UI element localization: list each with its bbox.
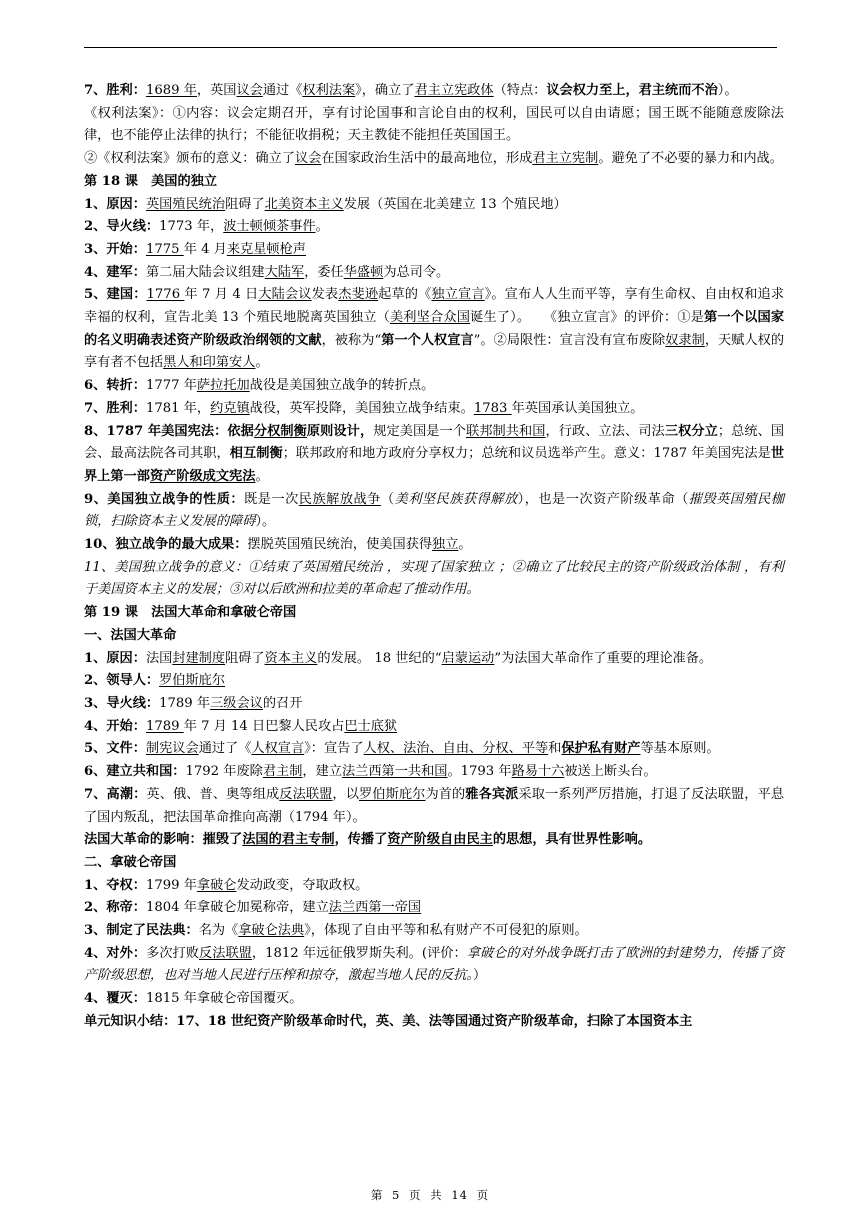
text-run: 和 (548, 741, 562, 757)
text-run: 通过《 (262, 83, 303, 98)
text-run: 路易十六 (511, 764, 565, 780)
text-run: 6、建立共和国： (84, 764, 186, 780)
text-run: 1815 年拿破仑帝国覆灭。 (145, 991, 303, 1007)
text-run: 2、称帝： (84, 900, 146, 916)
text-run: 三权分立 (664, 423, 718, 439)
text-run: 4、开始： (84, 718, 146, 734)
paragraph (84, 943, 784, 988)
text-run: 7、胜利： (84, 83, 146, 98)
text-run: 采取一系列严厉措施，打退了反法联盟，平息了国内叛乱，把法国革命推向高潮（1794 年）。 (84, 786, 785, 825)
text-run: 4、覆灭： (84, 991, 146, 1007)
text-run: 6、转折： (84, 378, 146, 394)
text-run: 民族解放战争 (298, 491, 381, 507)
paragraph (84, 625, 784, 648)
paragraph (84, 875, 784, 898)
text-run: 北美资本主义 (264, 196, 344, 212)
text-run: 三级会议 (210, 695, 263, 711)
text-run: 发展（英国在北美建立 13 个殖民地） (343, 196, 567, 212)
text-run: 诞生了）。 《独立宣言》的评价：①是 (470, 310, 705, 326)
text-run: 1、原因： (84, 650, 146, 666)
text-run: ；总统、国会、最高法院各司其职， (84, 423, 785, 462)
text-run: ，被称为“ (321, 332, 382, 348)
text-run: 1775 (145, 241, 184, 257)
header-rule (84, 47, 777, 48)
text-run: 阻碍了 (225, 650, 265, 666)
text-run: 1799 年 (145, 877, 197, 893)
text-run: 1773 年， (159, 219, 224, 235)
text-run: ）。 (717, 83, 738, 98)
text-run: ，委任 (304, 264, 344, 280)
text-run: 大陆会议 (258, 287, 312, 303)
text-run: 。 (255, 468, 269, 484)
text-run: 第一个人权宣言 (381, 332, 474, 348)
paragraph (84, 988, 784, 1011)
paragraph (84, 602, 784, 625)
text-run: ），也是一次资产阶级革命（ (517, 491, 689, 507)
text-run: 《权利法案》：①内容：议会定期召开，享有讨论国事和言论自由的权利，国民可以自由请愿；国王既不能随意废除法律，也不能停止法律的执行；不能征收捐税；天主教徒不能担任英国国王。 (84, 105, 784, 144)
text-run: ，行政、立法、司法 (545, 423, 665, 439)
text-run: （ (380, 491, 395, 507)
text-run: 相互制衡 (229, 446, 283, 462)
paragraph (84, 262, 784, 285)
text-run: 议会 (236, 83, 263, 98)
text-run: 资产阶级自由民主 (387, 832, 493, 848)
text-run: 的召开 (262, 695, 303, 711)
text-run: 权利法案 (302, 83, 356, 98)
text-run: 摆脱英国殖民统治，使美国获得 (247, 537, 433, 553)
paragraph (84, 897, 784, 920)
text-run: 2、领导人： (84, 673, 160, 689)
paragraph (84, 829, 784, 852)
text-run: 启蒙运动 (441, 650, 495, 666)
text-run: 5、建国： (84, 287, 147, 303)
text-run: 8、1787 年美国宪法：依据 (84, 423, 254, 439)
text-run: 4、建军： (84, 264, 146, 280)
text-run: 摧毁英国殖民枷锁，扫除资本主义发展的障碍 (84, 491, 785, 530)
text-run: 年 7 月 14 日巴黎人民攻占 (183, 718, 345, 734)
text-run: 约克镇 (210, 400, 250, 416)
text-run: 制宪议会 (145, 741, 199, 757)
text-run: 来克星顿枪声 (226, 241, 306, 257)
text-run: 。避免了不必要的暴力和内战。 (598, 151, 783, 167)
text-run: 通过了《 (198, 741, 252, 757)
text-run: 。 (255, 355, 269, 371)
text-run: 名为《 (198, 923, 239, 939)
text-run: 发动政变，夺取政权。 (236, 877, 369, 893)
text-run: 为总司令。 (383, 264, 450, 280)
paragraph (84, 534, 784, 557)
footer-total-pages: 14 (451, 1188, 468, 1202)
text-run: 2、导火线： (84, 219, 160, 235)
text-run: 拿破仑 (196, 877, 237, 893)
text-run: 巴士底狱 (344, 718, 398, 734)
text-run: （特点： (493, 83, 547, 98)
text-run: 10、独立战争的最大成果： (84, 537, 248, 553)
paragraph (84, 80, 784, 103)
text-run: 4、对外： (84, 945, 147, 961)
text-run: 资本主义 (264, 650, 318, 666)
paragraph (84, 194, 784, 217)
paragraph (84, 693, 784, 716)
text-run: 既是一次 (244, 491, 299, 507)
paragraph (84, 103, 784, 148)
text-run: ，天赋人权的享有者不包括 (84, 332, 785, 371)
text-run: 的思想，具有世界性影响。 (492, 832, 652, 848)
text-run: 年 4 月 (183, 241, 227, 257)
text-run: 单元知识小结：17、18 世纪资产阶级革命时代，英、美、法等国通过资产阶级革命，扫除了本国资本主 (84, 1013, 693, 1029)
text-run: 独立宣言 (431, 287, 485, 303)
text-run: 拿破仑法典 (238, 923, 305, 939)
text-run: ②《权利法案》颁布的意义：确立了 (84, 151, 295, 167)
text-run: 年 7 月 4 日 (184, 287, 259, 303)
text-run: 法国 (145, 650, 173, 666)
text-run: 11、美国独立战争的意义：①结束了英国殖民统治 ，实现了国家独立 ；②确立了比较民主的资产阶级政治体制 ，有利于美国资本主义的发展；③对以后欧洲和拉美的革命起了推动作用。 (84, 559, 784, 598)
text-run: 在国家政治生活中的最高地位，形成 (321, 151, 533, 167)
text-run: 君主立宪政体 (414, 83, 494, 98)
paragraph (84, 216, 784, 239)
text-run: 1781 年， (145, 400, 211, 416)
text-run: 3、开始： (84, 241, 146, 257)
text-run: 多次打败 (146, 945, 199, 961)
text-run: 5、文件： (84, 741, 146, 757)
text-run: 议会权力至上，君主统而不治 (546, 83, 718, 98)
text-run: 波士顿倾茶事件 (223, 219, 316, 235)
paragraph (84, 761, 784, 784)
text-run: 黑人和印第安人 (163, 355, 256, 371)
text-run: 分权制衡 (253, 423, 307, 439)
text-run: 3、制定了民法典： (84, 923, 199, 939)
text-run: 议会 (295, 151, 322, 167)
text-run: 君主制 (262, 764, 303, 780)
text-run: 英、俄、普、奥等组成 (146, 786, 280, 802)
text-run: 》，体现了自由平等和私有财产不可侵犯的原则。 (304, 923, 588, 939)
text-run: 英国殖民统治 (145, 196, 226, 212)
footer-page-word: 第 (370, 1188, 384, 1202)
text-run: 联邦制共和国 (465, 423, 546, 439)
paragraph (84, 648, 784, 671)
paragraph (84, 670, 784, 693)
text-run: 1777 年 (145, 378, 197, 394)
paragraph (84, 852, 784, 875)
text-run: 人权、法治、自由、分权、平等 (363, 741, 549, 757)
text-run: 3、导火线： (84, 695, 160, 711)
text-run: 7、高潮： (84, 786, 147, 802)
text-run: 杰斐逊 (338, 287, 379, 303)
paragraph (84, 920, 784, 943)
text-run: ） (473, 968, 487, 984)
text-run: 1789 年 (159, 695, 211, 711)
text-run: 拿破仑的对外战争既打击了欧洲的封建势力，传播了资产阶级思想，也对当地人民进行压榨和掠夺，激起当地人民的反抗。 (84, 945, 785, 984)
text-run: 1、夺权： (84, 877, 146, 893)
text-run: 》：宣告了 (304, 741, 364, 757)
text-run: 战役是美国独立战争的转折点。 (249, 378, 435, 394)
text-run: 法国的君主专制 (242, 832, 335, 848)
text-run: ）。 (255, 514, 276, 530)
text-run: 1776 (146, 287, 185, 303)
text-run: 资产阶级成文宪法 (149, 468, 256, 484)
paragraph (84, 716, 784, 739)
text-run: 君主立宪制 (532, 151, 599, 167)
text-run: ，1812 年远征俄罗斯失利。(评价： (251, 945, 467, 961)
paragraph (84, 171, 784, 194)
text-run: 法国大革命的影响：摧毁了 (84, 832, 243, 848)
text-run: 美利坚民族获得解放 (394, 491, 518, 507)
text-run: 一、法国大革命 (84, 627, 177, 643)
paragraph (84, 148, 784, 171)
text-run: 罗伯斯庇尔 (359, 786, 426, 802)
text-run: 1、原因： (84, 196, 146, 212)
text-run: ，英国 (196, 83, 237, 98)
footer-total-word: 共 (430, 1188, 443, 1202)
text-run: 等基本原则。 (640, 741, 720, 757)
text-run: 原则设计， (306, 423, 374, 439)
text-run: ，传播了 (334, 832, 388, 848)
text-run: 1789 (145, 718, 184, 734)
text-run: ”为法国大革命作了重要的理论准备。 (494, 650, 713, 666)
text-run: 第二届大陆会议组建 (145, 264, 265, 280)
text-run: 》，确立了 (355, 83, 415, 98)
text-run: 第 19 课 法国大革命和拿破仑帝国 (84, 605, 297, 621)
text-run: 年英国承认美国独立。 (511, 400, 644, 416)
text-run: 战役，英军投降，美国独立战争结束。 (249, 400, 474, 416)
text-run: 保护私有财产 (561, 741, 641, 757)
page-footer (0, 1187, 860, 1203)
text-run: 被送上断头台。 (564, 764, 657, 780)
text-run: 1792 年废除 (185, 764, 263, 780)
text-run: 美利坚合众国 (389, 310, 471, 326)
paragraph (84, 421, 784, 489)
text-run: 雅各宾派 (465, 786, 519, 802)
paragraph (84, 239, 784, 262)
text-run: 的发展。 18 世纪的“ (317, 650, 442, 666)
text-run: 规定美国是一个 (373, 423, 466, 439)
text-run: 发表 (311, 287, 339, 303)
text-run: 罗伯斯庇尔 (159, 673, 226, 689)
text-run: 独立 (432, 537, 459, 553)
text-run: 起草的《 (378, 287, 432, 303)
paragraph (84, 557, 784, 602)
text-run: ，建立 (302, 764, 342, 780)
text-run: 大陆军 (264, 264, 305, 280)
text-run: 华盛顿 (343, 264, 384, 280)
text-run: 人权宣言 (251, 741, 305, 757)
paragraph (84, 1011, 784, 1034)
text-run: ，以 (332, 786, 359, 802)
document-body (84, 80, 784, 1034)
text-run: 1804 年拿破仑加冕称帝，建立 (145, 900, 329, 916)
text-run: 1783 (473, 400, 512, 416)
text-run: 。 (458, 537, 472, 553)
text-run: 反法联盟 (199, 945, 252, 961)
paragraph (84, 784, 784, 829)
footer-page-number: 5 (392, 1188, 401, 1202)
paragraph (84, 375, 784, 398)
paragraph (84, 398, 784, 421)
text-run: 第 18 课 美国的独立 (84, 173, 218, 189)
text-run: ；联邦政府和地方政府分享权力；总统和议员选举产生。意义：1787 年美国宪法是 (282, 446, 771, 462)
text-run: 阻碍了 (225, 196, 265, 212)
paragraph (84, 489, 784, 534)
text-run: 法兰西第一共和国 (341, 764, 448, 780)
footer-page-unit: 页 (409, 1188, 422, 1202)
text-run: 封建制度 (172, 650, 226, 666)
text-run: 。 (315, 219, 329, 235)
text-run: 奴隶制 (665, 332, 705, 348)
text-run: 7、胜利： (84, 400, 146, 416)
text-run: 》。宣布人人生而平等，享有生命权、自由权和追求幸福的权利，宣告北美 13 个殖民地脱离英国独立（ (84, 287, 785, 326)
text-run: 萨拉托加 (196, 378, 250, 394)
text-run: 9、美国独立战争的性质： (84, 491, 245, 507)
text-run: 二、拿破仑帝国 (84, 854, 177, 870)
text-run: 。1793 年 (447, 764, 512, 780)
text-run: 为首的 (425, 786, 466, 802)
paragraph (84, 738, 784, 761)
paragraph (84, 284, 784, 375)
text-run: 世界上第一部 (84, 446, 785, 484)
text-run: 法兰西第一帝国 (328, 900, 422, 916)
text-run: 第一个以国家的名义明确表述资产阶级政治纲领的文献 (84, 310, 785, 348)
text-run: 1689 年 (145, 83, 197, 98)
footer-total-unit: 页 (476, 1188, 490, 1202)
text-run: ”。②局限性：宣言没有宣布废除 (473, 332, 666, 348)
text-run: 反法联盟 (279, 786, 333, 802)
